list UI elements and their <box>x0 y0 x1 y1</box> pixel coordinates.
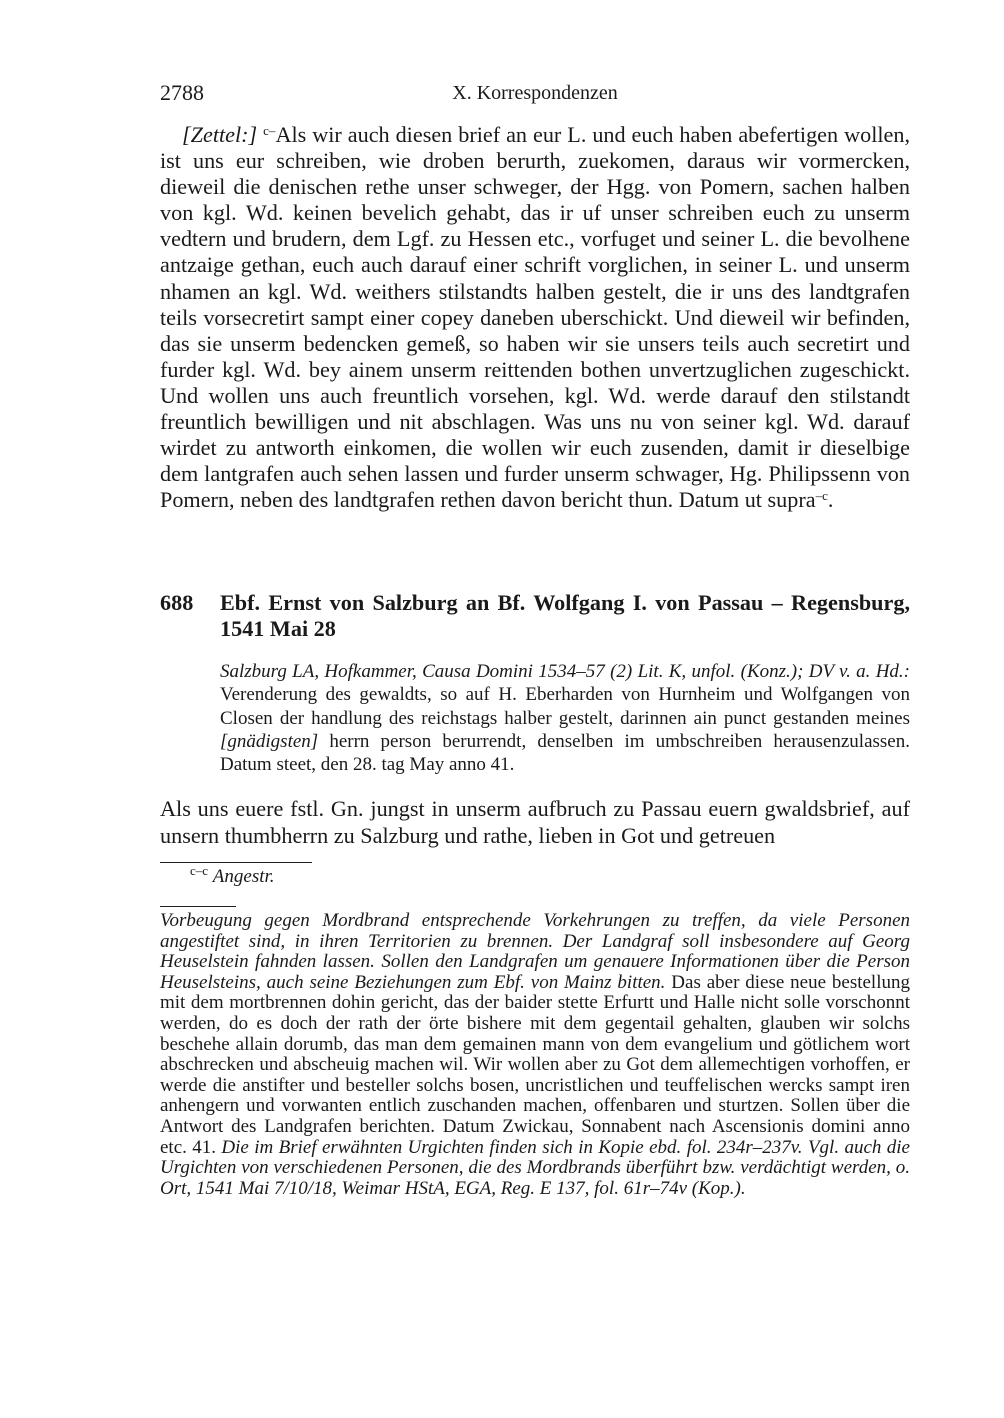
source-note <box>220 660 910 776</box>
document-number: 688 <box>160 590 194 615</box>
footnote-divider <box>160 862 312 863</box>
letter-opening: Als uns euere fstl. Gn. jungst in unserm aufbruch zu Passau euern gwaldsbrief, auf unsern thumbherrn zu Salzburg und rathe, lieben in Got und getreuen <box>160 796 910 848</box>
zettel-end: . <box>827 487 834 513</box>
footnote-text-1: Das aber diese neue bestellung mit dem mortbrennen dohin gericht, das der baider stette Erfurtt und Halle nicht solle vorschonnt werden, do es doch der rath der örte bishere mit dem gegentail gehalten, glauben wir solchs beschehe allain dorumb, das man dem gemainen mann von dem evangelium und götlichem wort abschrecken und abscheuig machen wil. Wir wollen aber zu Got dem allemechtigen vorhoffen, er werde die anstifter und besteller solchs bosen, uncristlichen und teuffelischen wercks sampt iren anhengern und vorwanten entlich zuschanden machen, offenbaren und sturtzen. Sollen über die Antwort des Landgrafen berichten. Datum Zwickau, Sonnabent nach Ascensionis domini anno etc. 41. <box>160 971 910 1158</box>
note-mark-open: c– <box>263 123 276 138</box>
zettel-text: Als wir auch diesen brief an eur L. und euch haben abefertigen wollen, ist uns eur schreiben, wie droben berurth, zuekomen, daraus wir vormercken, dieweil die denischen rethe unser schweger, der Hgg. von Pomern, sachen halben von kgl. Wd. keinen bevelich gehabt, das ir uf unser schreiben euch zu unserm vedtern und brudern, dem Lgf. zu Hessen etc., vorfuget und seiner L. die bevolhene antzaige gethan, euch auch darauf einer schrift vorglichen, in seiner L. und unserm nhamen an kgl. Wd. weithers stilstandts halben gestelt, die ir uns des landtgrafen teils vorsecretirt sampt einer copey daneben uberschickt. Und dieweil wir befinden, das sie unserm bedencken gemeß, so haben wir sie unsers teils auch secretirt und furder kgl. Wd. bey ainem unserm reittenden bothen unvertzuglichen zugeschickt. Und wollen uns auch freuntlich vorsehen, kgl. Wd. werde darauf den stilstandt freuntlich bewilligen und nit abschlagen. Was uns nu von seiner kgl. Wd. darauf wirdet zu antworth einkomen, die wollen wir euch zusenden, damit ir dieselbige dem lantgrafen auch sehen lassen und furder unserm schwager, Hg. Philipssenn von Pomern, neben des landtgrafen rethen davon bericht thun. Datum ut supra <box>160 122 911 513</box>
note-mark-close: –c <box>815 488 828 504</box>
source-reference: Salzburg LA, Hofkammer, Causa Domini 1534–57 (2) Lit. K, unfol. (Konz.); DV v. a. Hd.: <box>220 661 910 682</box>
source-summary-1: Verenderung des gewaldts, so auf H. Eberharden von Hurnheim und Wolfgangen von Closen der handlung des reichstags halber gestelt, darinnen ain punct gestanden meines <box>220 684 910 729</box>
source-summary-2: herrn person berurrendt, denselben im umbschreiben herausenzulassen. Datum steet, den 28. tag May anno 41. <box>220 730 910 776</box>
document-title: Ebf. Ernst von Salzburg an Bf. Wolfgang I. von Passau – Regensburg, 1541 Mai 28 <box>220 590 910 641</box>
footnote-divider-short <box>160 906 236 907</box>
zettel-label: [Zettel:] <box>182 122 258 147</box>
critical-apparatus-note <box>190 863 275 888</box>
footnote-italic-2: Die im Brief erwähnten Urgichten finden sich in Kopie ebd. fol. 234r–237v. Vgl. auch die Urgichten von verschiedenen Personen, die des Mordbrands überführt bzw. verdächtigt werden, o. Ort, 1541 Mai 7/10/18, Weimar HStA, EGA, Reg. E 137, fol. 61r–74v (Kop.). <box>160 1136 910 1199</box>
page-number: 2788 <box>160 80 204 105</box>
critical-note-text: Angestr. <box>212 866 275 887</box>
page-header <box>160 80 910 108</box>
critical-note-mark: c–c <box>190 863 209 878</box>
continued-footnote <box>160 911 910 1199</box>
footnote-italic-1: Vorbeugung gegen Mordbrand entsprechende Vorkehrungen zu treffen, da viele Personen angestiftet sind, in ihren Territorien zu brennen. Der Landgraf soll insbesondere auf Georg Heuselstein fahnden lassen. Sollen den Landgrafen um genauere Informationen über die Person Heuselsteins, auch seine Beziehungen zum Ebf. von Mainz bitten. <box>160 910 910 993</box>
zettel-paragraph <box>160 122 910 513</box>
source-editorial-insert: [gnädigsten] <box>220 730 319 752</box>
running-title: X. Korrespondenzen <box>452 82 618 104</box>
